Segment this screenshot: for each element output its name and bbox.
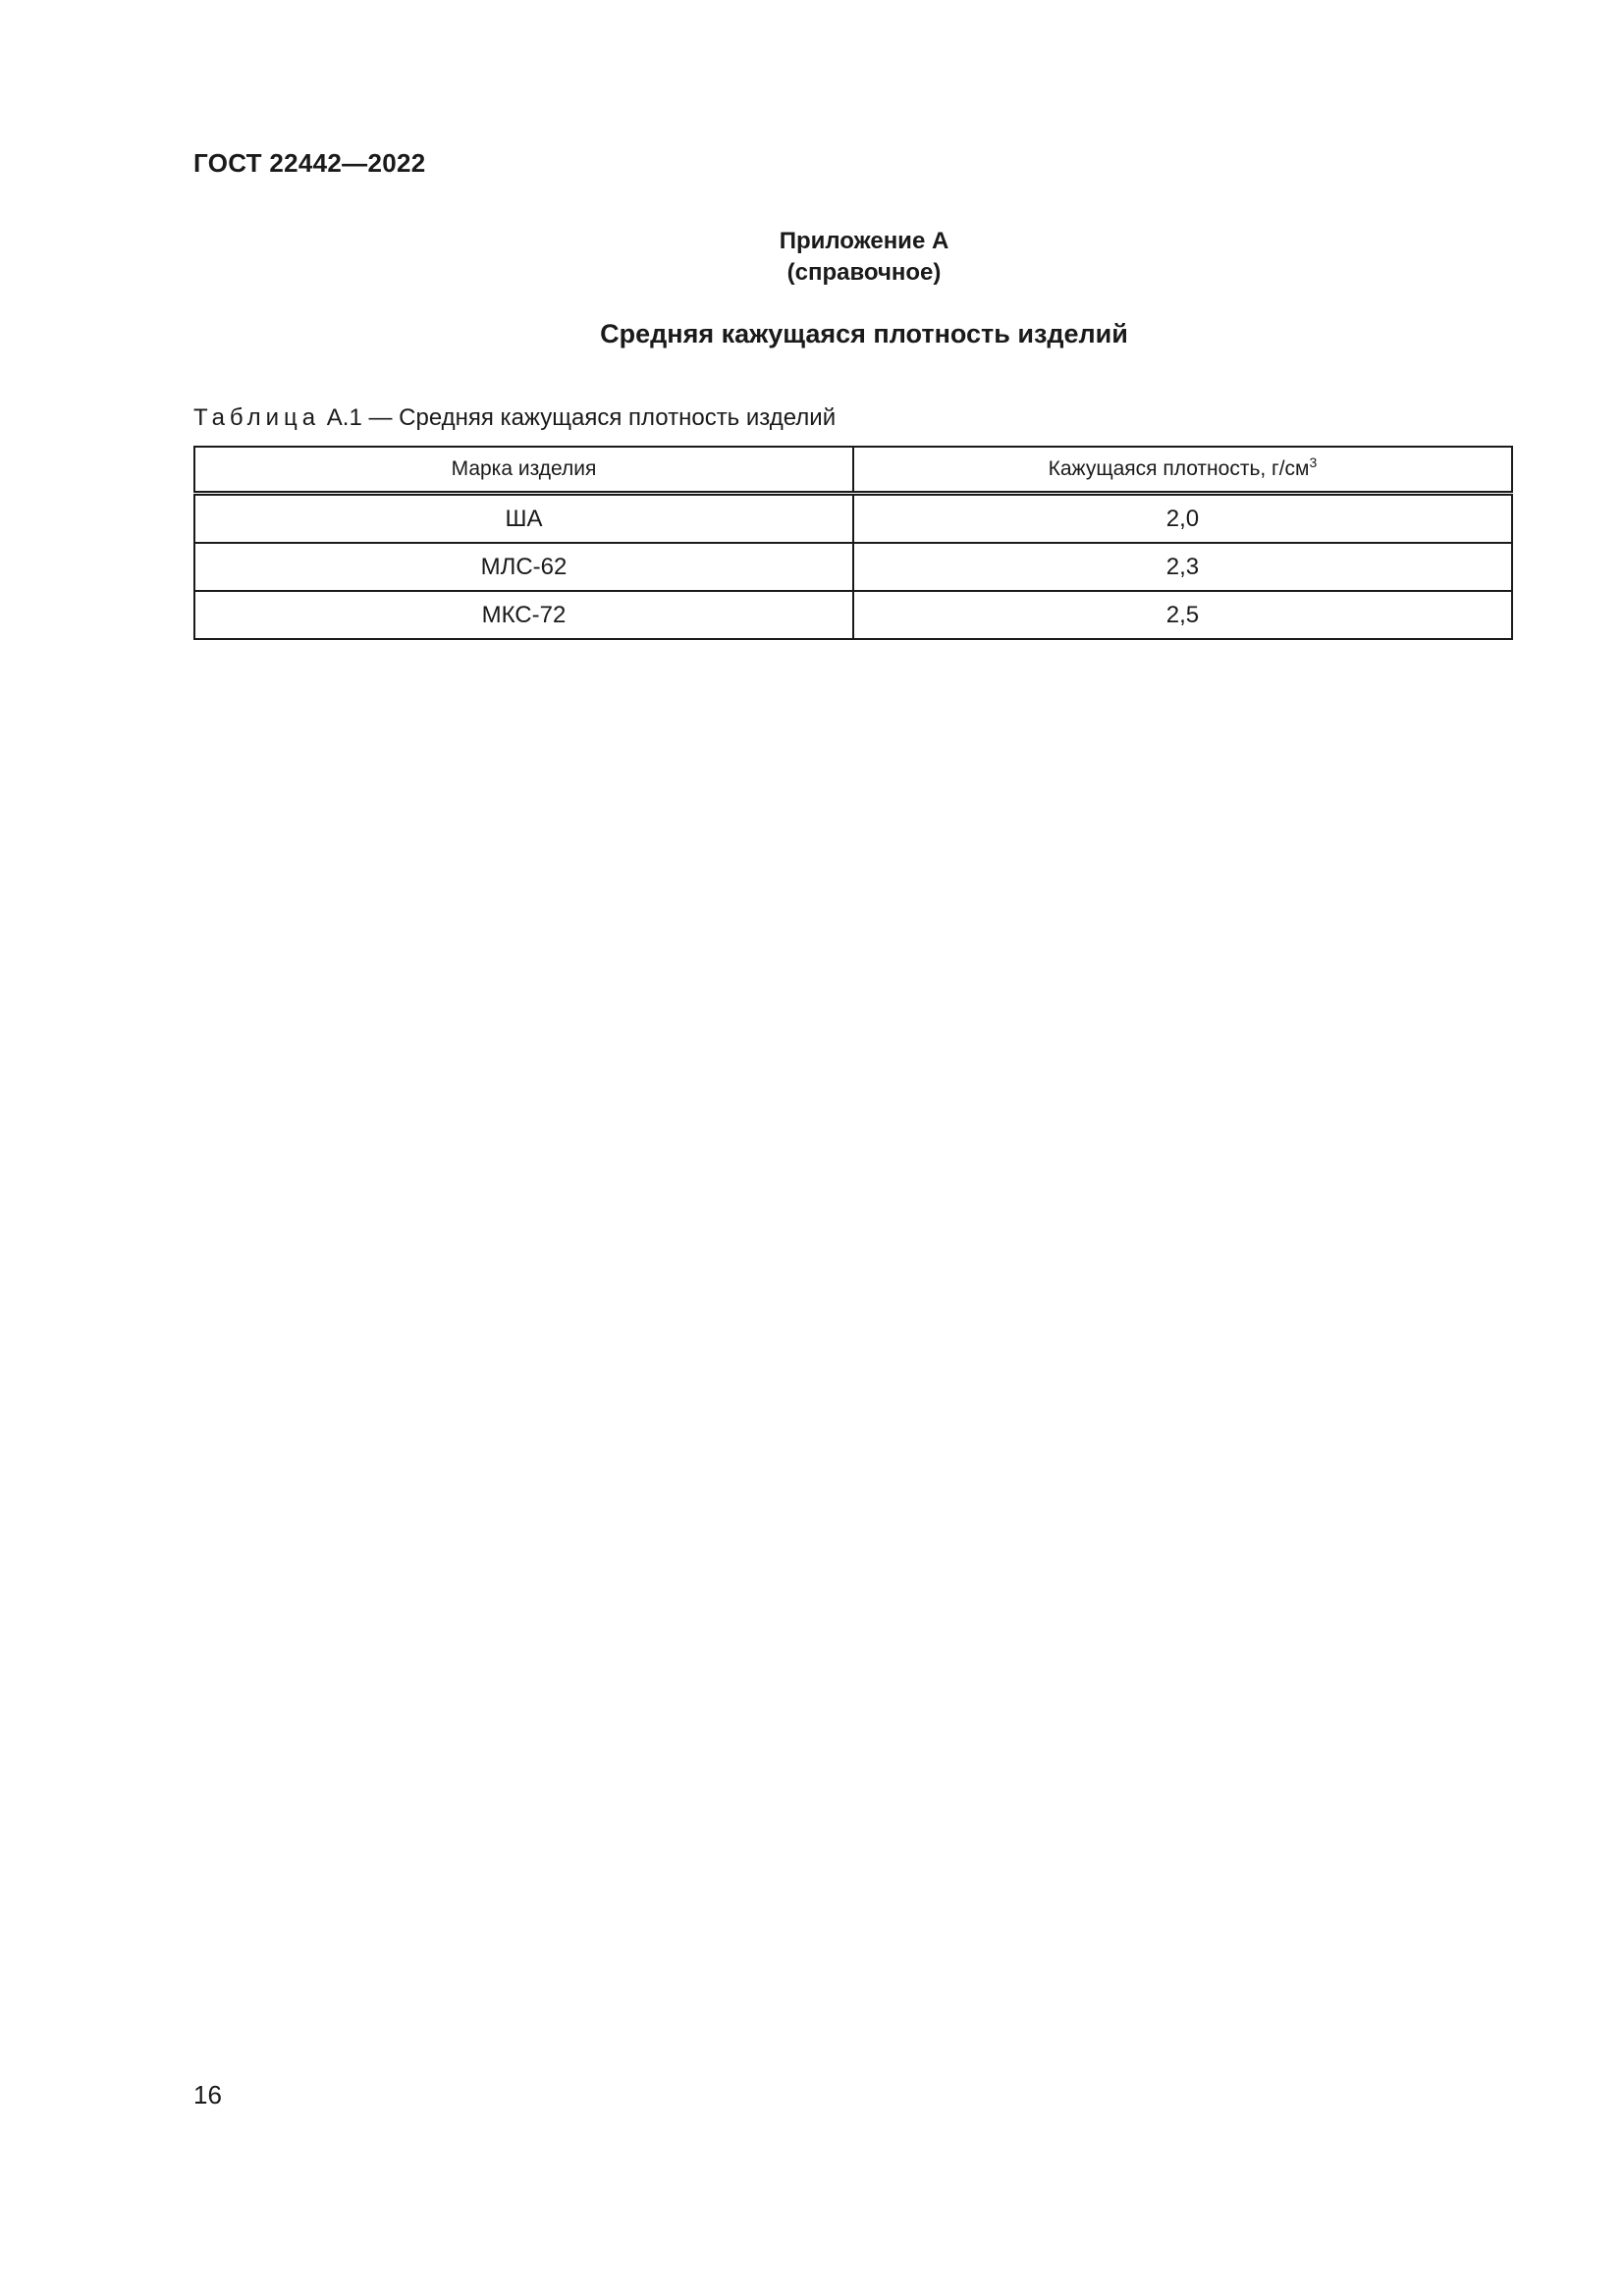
table-row	[194, 591, 1512, 639]
section-heading-text: Средняя кажущаяся плотность изделий	[600, 319, 1128, 348]
page-number: 16	[193, 2080, 222, 2109]
table-cell-grade: МЛС-62	[194, 543, 853, 591]
annex-header	[0, 226, 1624, 289]
column-header-grade: Марка изделия	[194, 447, 853, 494]
table-cell-density: 2,3	[853, 543, 1512, 591]
section-heading	[0, 319, 1624, 349]
table-cell-density: 2,0	[853, 494, 1512, 544]
table-row	[194, 494, 1512, 544]
table-header-row	[194, 447, 1512, 494]
table-caption-text: А.1 — Средняя кажущаяся плотность изделий	[320, 404, 837, 431]
document-code: ГОСТ 22442—2022	[193, 148, 426, 178]
table-caption-label: Таблица	[193, 404, 321, 431]
table-caption	[193, 404, 836, 432]
table-cell-grade: МКС-72	[194, 591, 853, 639]
annex-title: Приложение А	[779, 228, 949, 254]
table-row	[194, 543, 1512, 591]
column-header-density-text: Кажущаяся плотность, г/см	[1048, 457, 1310, 480]
table-cell-grade: ША	[194, 494, 853, 544]
annex-note: (справочное)	[786, 259, 942, 286]
table-cell-density: 2,5	[853, 591, 1512, 639]
unit-superscript: 3	[1309, 454, 1318, 470]
column-header-density	[853, 447, 1512, 494]
density-table	[193, 446, 1513, 640]
